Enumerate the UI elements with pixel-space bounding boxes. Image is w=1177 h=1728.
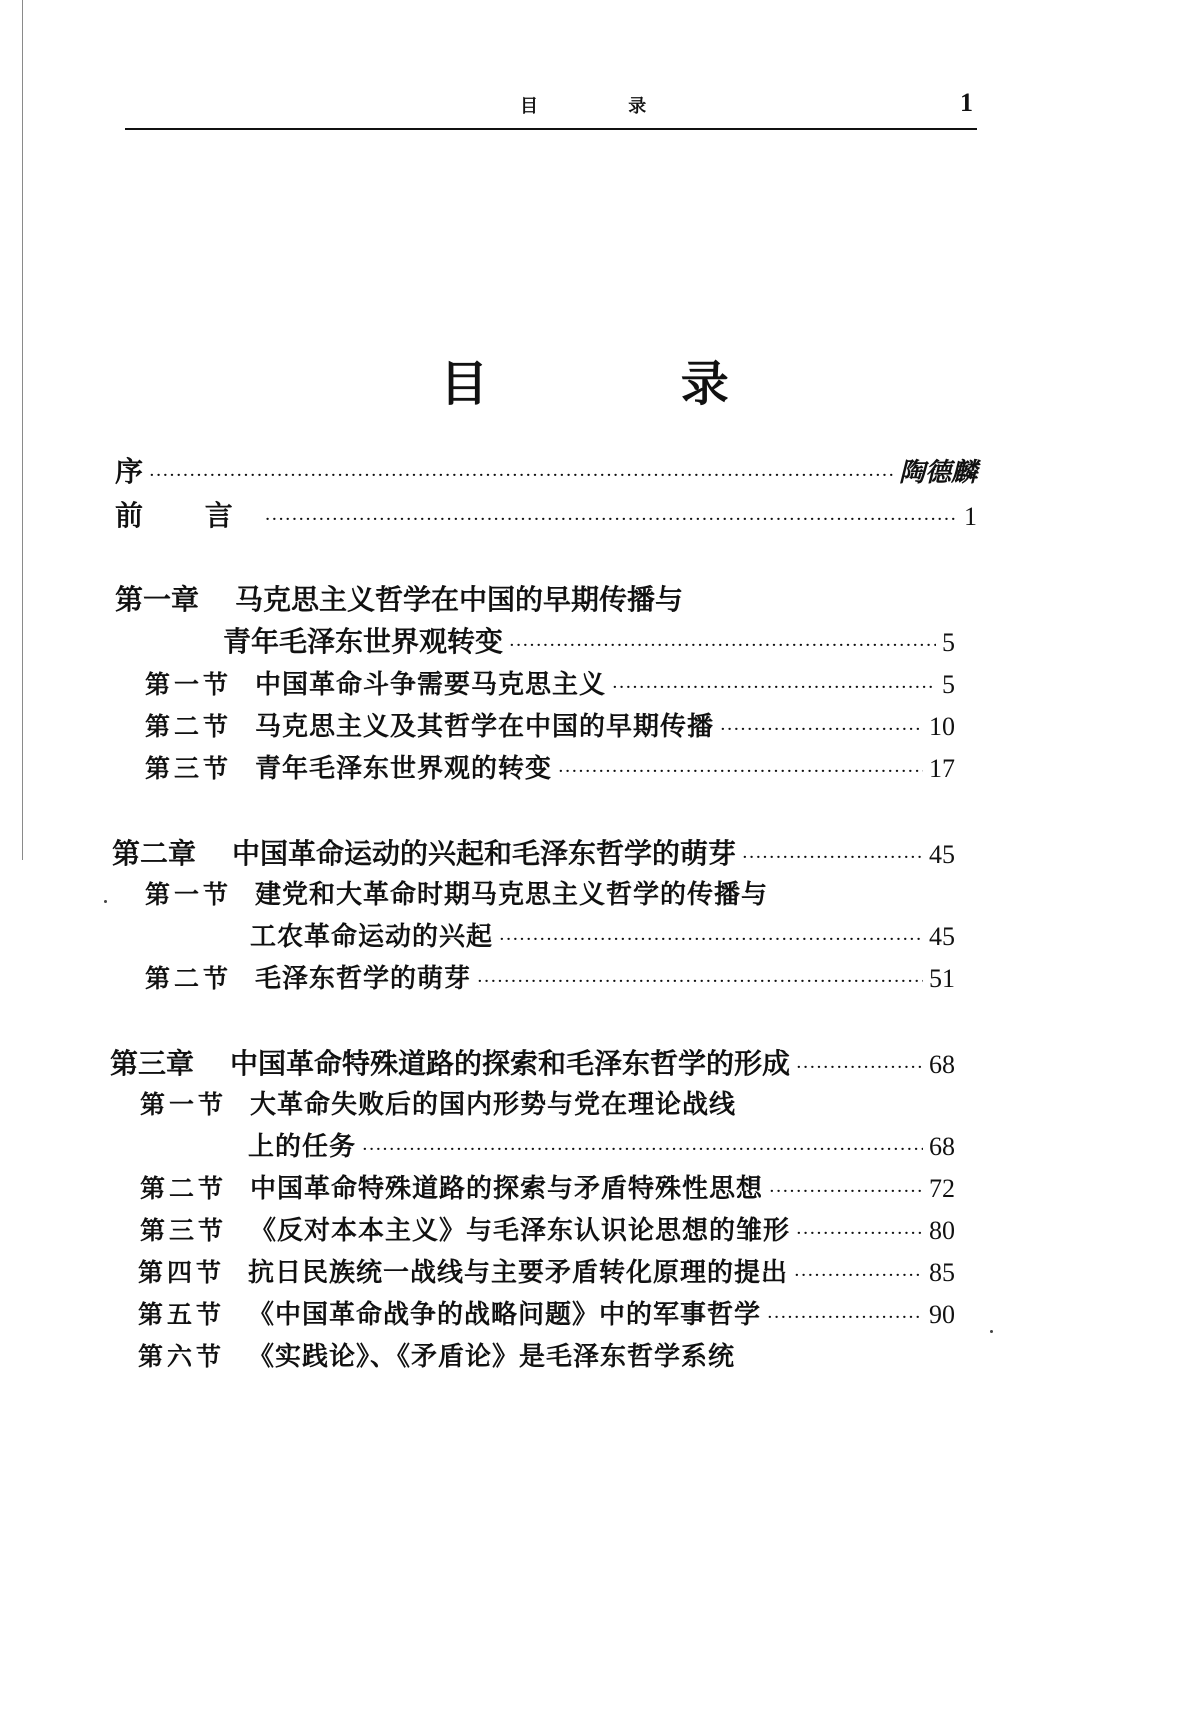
running-title: 目 录: [520, 96, 689, 117]
chapter-title: 青年毛泽东世界观转变: [223, 625, 504, 658]
toc-chapter-2[interactable]: [112, 832, 955, 872]
scan-speck: [990, 1330, 993, 1333]
toc-section-3-1-cont[interactable]: [248, 1126, 955, 1163]
toc-section-3-6[interactable]: [138, 1336, 955, 1373]
section-label: 第六节: [138, 1342, 226, 1371]
toc-page: 17: [929, 754, 955, 783]
section-title: 马克思主义及其哲学在中国的早期传播: [255, 712, 715, 742]
section-label: 第一节: [140, 1090, 228, 1119]
toc-page: 5: [942, 670, 955, 699]
section-label: 第三节: [140, 1216, 228, 1245]
toc-label: 前 言: [115, 499, 259, 532]
section-title: 中国革命斗争需要马克思主义: [255, 670, 607, 700]
toc-section-1-1[interactable]: [145, 664, 955, 701]
toc-section-3-5[interactable]: [138, 1294, 955, 1331]
section-title: 中国革命特殊道路的探索与矛盾特殊性思想: [250, 1174, 764, 1204]
dot-leader: [149, 467, 893, 485]
dot-leader: [477, 973, 923, 991]
toc-page: 45: [929, 840, 955, 869]
toc-section-2-1-cont[interactable]: [250, 916, 955, 953]
page-title: 目 录: [440, 356, 817, 412]
toc-chapter-3[interactable]: [110, 1042, 955, 1082]
dot-leader: [794, 1267, 923, 1285]
toc-author: 陶德麟: [898, 458, 977, 488]
toc-chapter-1-cont[interactable]: [223, 620, 955, 660]
section-label: 第一节: [145, 670, 233, 699]
section-title: 《反对本本主义》与毛泽东认识论思想的雏形: [250, 1216, 791, 1246]
section-title: 大革命失败后的国内形势与党在理论战线: [250, 1090, 737, 1120]
dot-leader: [796, 1059, 923, 1077]
chapter-label: 第二章: [112, 837, 197, 870]
toc-chapter-1[interactable]: [115, 578, 977, 618]
toc-section-3-4[interactable]: [138, 1252, 955, 1289]
section-label: 第二节: [145, 964, 233, 993]
scan-edge-line: [22, 0, 23, 860]
toc-section-2-1[interactable]: [145, 874, 955, 911]
section-label: 第四节: [138, 1258, 226, 1287]
section-label: 第一节: [145, 880, 233, 909]
dot-leader: [767, 1309, 923, 1327]
chapter-title: 马克思主义哲学在中国的早期传播与: [235, 583, 684, 616]
toc-page: 90: [929, 1300, 955, 1329]
section-label: 第五节: [138, 1300, 226, 1329]
toc-section-3-3[interactable]: [140, 1210, 955, 1247]
toc-page: 68: [929, 1050, 955, 1079]
section-title: 毛泽东哲学的萌芽: [255, 964, 472, 994]
section-title: 青年毛泽东世界观的转变: [255, 754, 553, 784]
chapter-label: 第三章: [110, 1047, 195, 1080]
toc-page: 10: [929, 712, 955, 741]
toc-page: 85: [929, 1258, 955, 1287]
section-title: 上的任务: [248, 1132, 357, 1162]
toc-page: 45: [929, 922, 955, 951]
section-label: 第三节: [145, 754, 233, 783]
running-header: [125, 88, 977, 130]
toc-section-3-1[interactable]: [140, 1084, 955, 1121]
toc-section-2-2[interactable]: [145, 958, 955, 995]
toc-page: 80: [929, 1216, 955, 1245]
toc-label: 序: [115, 455, 144, 488]
dot-leader: [769, 1183, 923, 1201]
chapter-title: 中国革命特殊道路的探索和毛泽东哲学的形成: [230, 1047, 791, 1080]
toc-section-1-2[interactable]: [145, 706, 955, 743]
dot-leader: [509, 637, 936, 655]
toc-section-3-2[interactable]: [140, 1168, 955, 1205]
toc-page: 5: [942, 628, 955, 657]
toc-page: 51: [929, 964, 955, 993]
toc-section-1-3[interactable]: [145, 748, 955, 785]
section-label: 第二节: [145, 712, 233, 741]
toc-entry-preface[interactable]: [115, 450, 977, 490]
section-title: 工农革命运动的兴起: [250, 922, 494, 952]
section-label: 第二节: [140, 1174, 228, 1203]
dot-leader: [362, 1141, 923, 1159]
dot-leader: [796, 1225, 923, 1243]
dot-leader: [265, 511, 958, 529]
scan-speck: [104, 900, 107, 903]
chapter-title: 中国革命运动的兴起和毛泽东哲学的萌芽: [232, 837, 737, 870]
dot-leader: [742, 849, 923, 867]
dot-leader: [720, 721, 923, 739]
toc-page: 1: [964, 502, 977, 531]
chapter-label: 第一章: [115, 583, 200, 616]
toc-page: 68: [929, 1132, 955, 1161]
dot-leader: [499, 931, 923, 949]
dot-leader: [558, 763, 923, 781]
page-number: 1: [960, 88, 973, 117]
section-title: 《中国革命战争的战略问题》中的军事哲学: [248, 1300, 762, 1330]
toc-page: 72: [929, 1174, 955, 1203]
dot-leader: [612, 679, 936, 697]
section-title: 建党和大革命时期马克思主义哲学的传播与: [255, 880, 769, 910]
section-title: 抗日民族统一战线与主要矛盾转化原理的提出: [248, 1258, 789, 1288]
section-title: 《实践论》、《矛盾论》是毛泽东哲学系统: [248, 1342, 736, 1372]
toc-entry-foreword[interactable]: [115, 494, 977, 534]
